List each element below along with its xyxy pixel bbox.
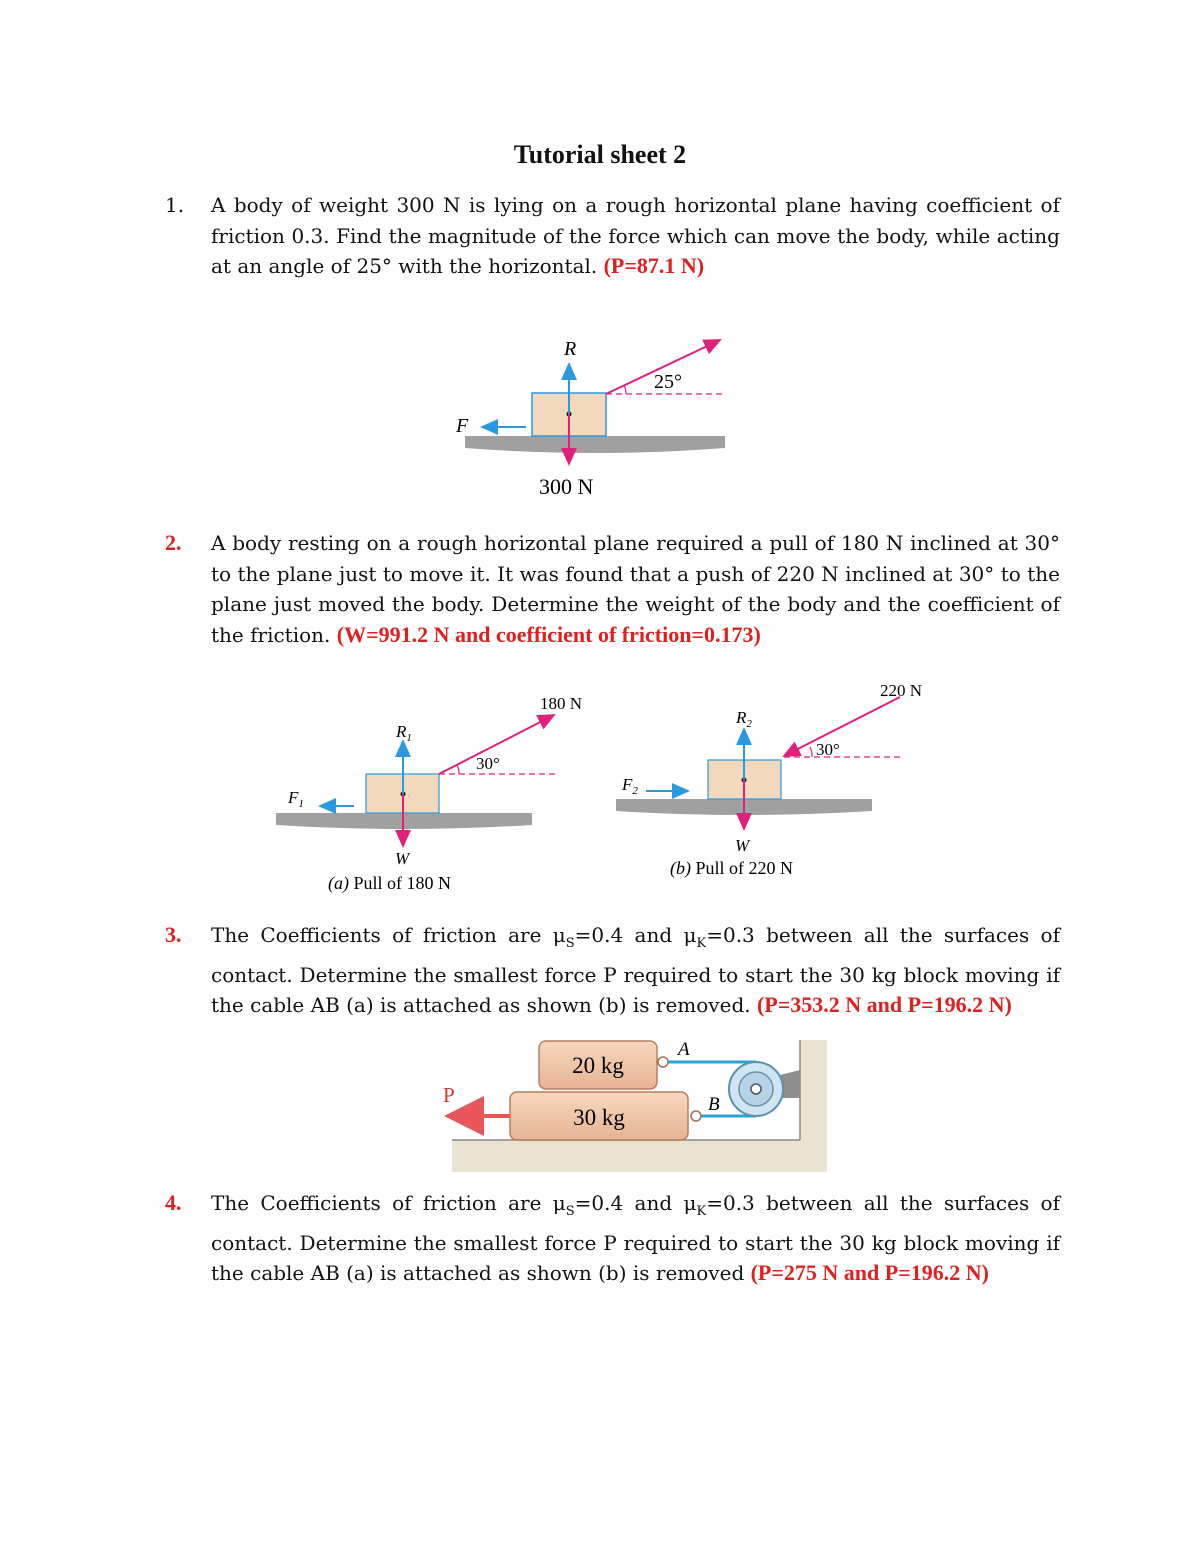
caption: (a) Pull of 180 N — [328, 873, 452, 893]
question-number: 4. — [165, 1190, 182, 1215]
label-angle: 30° — [476, 754, 500, 773]
ground — [452, 1140, 827, 1172]
label-W: W — [395, 849, 410, 868]
label-A: A — [678, 1039, 690, 1060]
angle-arc — [457, 765, 459, 774]
label-angle: 30° — [816, 740, 840, 759]
figure-2b — [616, 681, 922, 879]
hook-A — [658, 1057, 668, 1067]
label-30kg: 30 kg — [573, 1105, 625, 1130]
figure-3-diagram — [430, 1030, 840, 1178]
label-F: $F_2$ — [622, 775, 638, 797]
label-force: 220 N — [880, 681, 923, 700]
figure-2-diagram — [270, 675, 930, 900]
question-text-part: =0.4 and μ — [574, 1191, 697, 1215]
answer: (W=991.2 N and coefficient of friction=0.173) — [336, 621, 761, 647]
push-arrow — [784, 697, 900, 756]
ground-surface — [465, 436, 725, 453]
label-F: F — [456, 415, 469, 437]
question-text-part: The Coefficients of friction are μ — [211, 1191, 566, 1215]
answer: (P=275 N and P=196.2 N) — [750, 1260, 989, 1285]
label-P: P — [443, 1083, 455, 1107]
label-weight: 300 N — [539, 474, 594, 499]
subscript: S — [565, 936, 575, 951]
question-number: 2. — [165, 530, 182, 555]
page-title: Tutorial sheet 2 — [513, 140, 687, 169]
question-text-part: =0.3 between all the surfaces of contact. Determine the smallest force P required to start the 30 kg block moving if the cable AB (a) is attached as shown (b) is removed. — [211, 923, 1061, 1017]
subscript: S — [565, 1204, 575, 1219]
question-3 — [165, 920, 1060, 1021]
label-R: $R_2$ — [736, 708, 752, 730]
wall — [800, 1040, 827, 1140]
label-20kg: 20 kg — [572, 1053, 624, 1078]
subscript: K — [696, 936, 707, 951]
question-text-part: The Coefficients of friction are μ — [211, 923, 566, 947]
answer: (P=353.2 N and P=196.2 N) — [756, 992, 1012, 1017]
label-B: B — [708, 1094, 720, 1115]
subscript: K — [696, 1204, 707, 1219]
label-F: $F_1$ — [288, 788, 304, 810]
question-1 — [165, 190, 1060, 282]
question-2 — [165, 528, 1060, 650]
label-force: 180 N — [540, 694, 583, 713]
label-R: R — [564, 338, 577, 360]
question-text-part: =0.4 and μ — [574, 923, 697, 947]
caption: (b) Pull of 220 N — [670, 858, 794, 878]
hook-B — [691, 1111, 701, 1121]
question-4 — [165, 1188, 1060, 1289]
question-text: A body resting on a rough horizontal plane required a pull of 180 N inclined at 30° to the plane just to move it. It was found that a push of 220 N inclined at 30° to the plane just moved the body. Determine the weight of the body and the coefficient of the friction. — [211, 531, 1060, 647]
pulley-axle — [751, 1084, 761, 1094]
figure-2a — [276, 694, 582, 894]
question-text-part: =0.3 between all the surfaces of contact. Determine the smallest force P required to start the 30 kg block moving if the cable AB (a) is attached as shown (b) is removed — [211, 1191, 1061, 1285]
label-R: $R_1$ — [396, 722, 412, 744]
question-number: 1. — [165, 193, 185, 217]
question-number: 3. — [165, 922, 182, 947]
label-angle: 25° — [654, 371, 682, 393]
figure-1-diagram — [440, 330, 740, 510]
angle-arc — [624, 385, 626, 394]
answer: (P=87.1 N) — [603, 253, 705, 278]
angle-arc — [810, 747, 812, 757]
label-W: W — [735, 836, 750, 855]
question-text: A body of weight 300 N is lying on a rough horizontal plane having coefficient of friction 0.3. Find the magnitude of the force which can move the body, while acting at an angle of 25° with the horizontal. — [211, 193, 1060, 278]
